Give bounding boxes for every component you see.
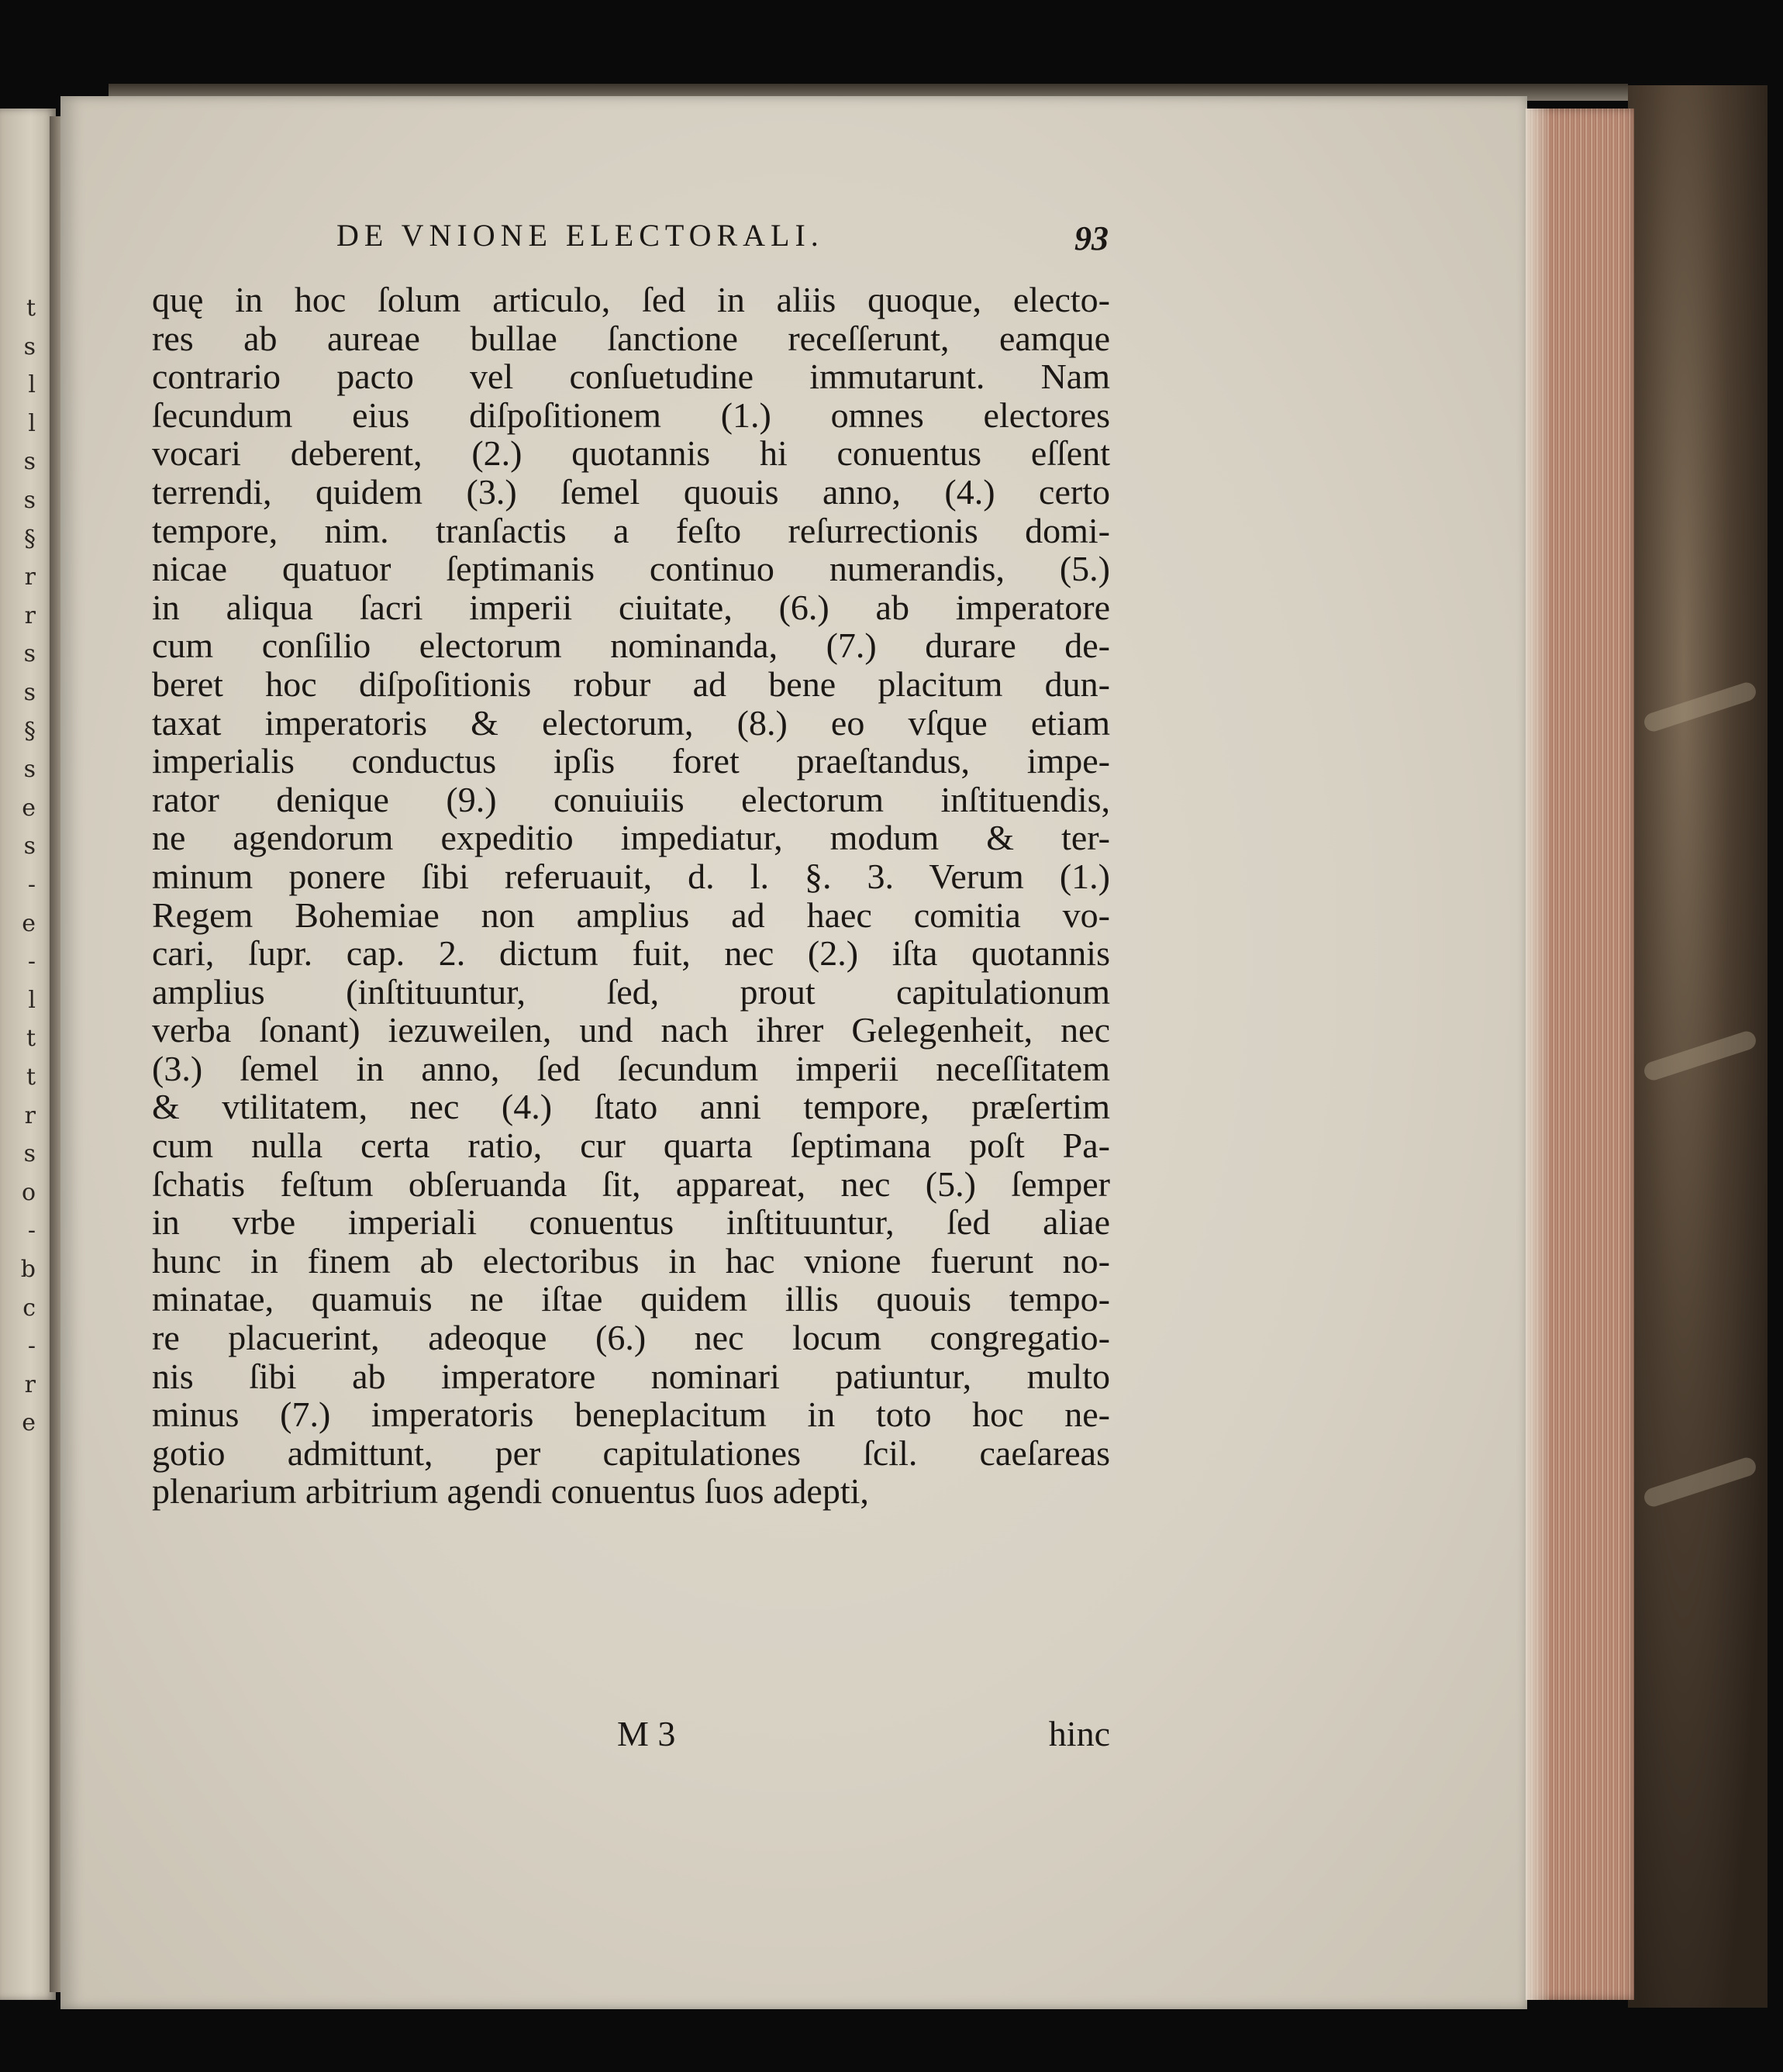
left-page-fragment: o [21, 1178, 36, 1206]
text-line: & vtilitatem, nec (4.) ſtato anni tempore, præſertim [152, 1087, 1110, 1127]
text-line: res ab aureae bullae ſanctione receſſerunt, eamque [152, 318, 1110, 358]
page-number: 93 [1074, 219, 1109, 257]
left-page-fragment: s [23, 448, 36, 476]
text-line: terrendi, quidem (3.) ſemel quouis anno, (4.) certo [152, 471, 1110, 512]
text-line: taxat imperatoris & electorum, (8.) eo vſque etiam [152, 702, 1110, 743]
left-page-fragment: s [23, 1140, 36, 1168]
left-page-fragment: - [27, 948, 36, 976]
text-line: minus (7.) imperatoris beneplacitum in toto hoc ne- [152, 1395, 1110, 1435]
left-page-fragment: s [23, 679, 36, 706]
left-page-fragment: r [24, 1370, 36, 1398]
text-line: in vrbe imperiali conuentus inſtituuntur, ſed aliae [152, 1202, 1110, 1243]
left-page-fragment: l [28, 409, 36, 437]
left-page-fragment: r [24, 602, 36, 629]
text-line: in aliqua ſacri imperii ciuitate, (6.) ab imperatore [152, 587, 1110, 627]
text-line: re placuerint, adeoque (6.) nec locum congregatio- [152, 1318, 1110, 1358]
text-line: cum conſilio electorum nominanda, (7.) durare de- [152, 626, 1110, 666]
left-facing-page [0, 109, 56, 2000]
text-line: Regem Bohemiae non amplius ad haec comitia vo- [152, 895, 1110, 935]
fore-edge-highlight [1526, 109, 1549, 2000]
text-line: rator denique (9.) conuiuiis electorum inſtituendis, [152, 779, 1110, 819]
left-page-fragment: r [24, 1102, 36, 1129]
text-line: imperialis conductus ipſis foret praeſtandus, impe- [152, 741, 1110, 781]
left-page-fragment: - [27, 1332, 36, 1360]
text-line: gotio admittunt, per capitulationes ſcil. caeſareas [152, 1432, 1110, 1473]
left-page-fragment: t [26, 295, 36, 322]
left-page-fragment: s [23, 640, 36, 668]
left-page-fragment: e [22, 909, 36, 937]
left-page-fragment: b [20, 1256, 36, 1283]
text-line: plenarium arbitrium agendi conuentus ſuos adepti, [152, 1471, 869, 1512]
left-page-fragment: r [24, 564, 36, 591]
page-header [326, 217, 1109, 260]
text-line: nicae quatuor ſeptimanis continuo numerandis, (5.) [152, 549, 1110, 589]
left-page-fragment: s [23, 833, 36, 860]
left-page-fragment: - [27, 871, 36, 898]
text-line: nis ſibi ab imperatore nominari patiuntur, multo [152, 1356, 1110, 1396]
text-line: beret hoc diſpoſitionis robur ad bene placitum dun- [152, 664, 1110, 704]
text-line: amplius (inſtituuntur, ſed, prout capitulationum [152, 971, 1110, 1012]
left-page-fragment: - [27, 1217, 36, 1245]
text-line: ſchatis feſtum obſeruanda ſit, appareat, nec (5.) ſemper [152, 1164, 1110, 1204]
left-page-fragment: § [24, 717, 36, 745]
text-line: ſecundum eius diſpoſitionem (1.) omnes electores [152, 395, 1110, 435]
signature-mark: M 3 [617, 1714, 676, 1753]
page-footer [152, 1713, 1110, 1757]
running-head: DE VNIONE ELECTORALI. [336, 218, 824, 253]
left-page-fragment: e [22, 794, 36, 822]
left-page-fragment: s [23, 333, 36, 360]
left-page-fragment: c [22, 1294, 36, 1322]
left-page-fragment: e [22, 1409, 36, 1437]
left-page-fragment: l [28, 986, 36, 1014]
left-page-fragment: t [26, 1064, 36, 1091]
text-line: quę in hoc ſolum articulo, ſed in aliis quoque, electo- [152, 280, 1110, 319]
left-page-fragment: s [23, 487, 36, 514]
text-line: ne agendorum expeditio impediatur, modum & ter- [152, 818, 1110, 858]
left-page-fragment: s [23, 756, 36, 784]
text-line: minum ponere ſibi referuauit, d. l. §. 3. Verum (1.) [152, 856, 1110, 896]
text-line: minatae, quamuis ne iſtae quidem illis quouis tempo- [152, 1279, 1110, 1319]
text-line: hunc in finem ab electoribus in hac vnione fuerunt no- [152, 1240, 1110, 1281]
text-line: vocari deberent, (2.) quotannis hi conuentus eſſent [152, 433, 1110, 474]
text-line: cum nulla certa ratio, cur quarta ſeptimana poſt Pa- [152, 1126, 1110, 1166]
catchword: hinc [1048, 1714, 1110, 1753]
text-line: cari, ſupr. cap. 2. dictum fuit, nec (2.) iſta quotannis [152, 933, 1110, 974]
left-page-fragment: l [28, 371, 36, 399]
left-page-fragment: § [24, 525, 36, 553]
text-line: tempore, nim. tranſactis a feſto reſurrectionis domi- [152, 510, 1110, 550]
text-line: verba ſonant) iezuweilen, und nach ihrer Gelegenheit, nec [152, 1010, 1110, 1050]
body-text [152, 281, 1110, 1511]
left-page-fragment: t [26, 1025, 36, 1053]
text-line: contrario pacto vel conſuetudine immutarunt. Nam [152, 357, 1110, 397]
text-line: (3.) ſemel in anno, ſed ſecundum imperii neceſſitatem [152, 1048, 1110, 1088]
